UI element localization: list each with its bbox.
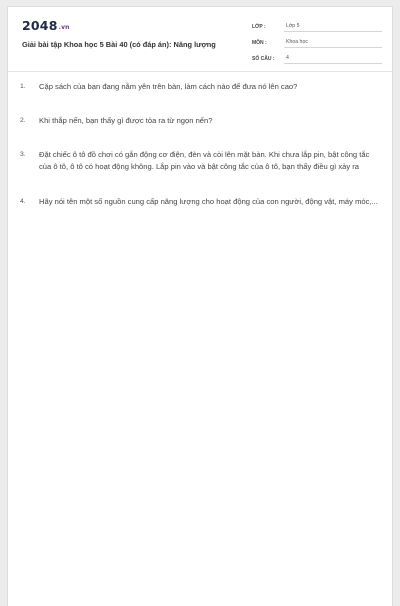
- question-text: Cặp sách của bạn đang nằm yên trên bàn, làm cách nào để đưa nó lên cao?: [39, 82, 298, 91]
- question-number: 3.: [20, 151, 26, 158]
- question-text: Khi thắp nến, bạn thấy gì được tỏa ra từ ngọn nến?: [39, 116, 213, 125]
- page-title: Giải bài tập Khoa học 5 Bài 40 (có đáp án): Năng lượng: [22, 40, 216, 49]
- meta-label: LỚP :: [252, 24, 266, 30]
- logo-domain-text: .vn: [58, 24, 70, 31]
- worksheet-meta: [252, 17, 382, 65]
- question-number: 4.: [20, 198, 26, 205]
- meta-row-class: [252, 17, 382, 32]
- question-text: Đặt chiếc ô tô đồ chơi có gắn động cơ điện, đèn và còi lên mặt bàn. Khi chưa lắp pin, bật công tắc của ô tô, ô tô có hoạt động không. Lắp pin vào và bật công tắc của ô tô, bạn thấy điều gì xảy ra: [39, 150, 370, 171]
- question-number: 2.: [20, 117, 26, 124]
- worksheet-header: [8, 7, 392, 72]
- question-list: [20, 81, 380, 208]
- question-item: [20, 196, 380, 208]
- meta-row-subject: [252, 33, 382, 48]
- question-item: [20, 115, 380, 127]
- meta-value: 4: [284, 55, 382, 64]
- question-number: 1.: [20, 83, 26, 90]
- question-item: [20, 149, 380, 173]
- question-text: Hãy nói tên một số nguồn cung cấp năng lượng cho hoạt động của con người, động vật, máy móc,...: [39, 197, 378, 206]
- meta-value: Khoa học: [284, 39, 382, 48]
- logo-main-text: 2048: [22, 18, 58, 33]
- meta-row-question-count: [252, 49, 382, 64]
- question-item: [20, 81, 380, 93]
- meta-label: MÔN :: [252, 40, 267, 46]
- meta-value: Lớp 5: [284, 23, 382, 32]
- meta-label: SỐ CÂU :: [252, 56, 275, 62]
- worksheet-page: [7, 6, 393, 606]
- site-logo[interactable]: [22, 18, 70, 33]
